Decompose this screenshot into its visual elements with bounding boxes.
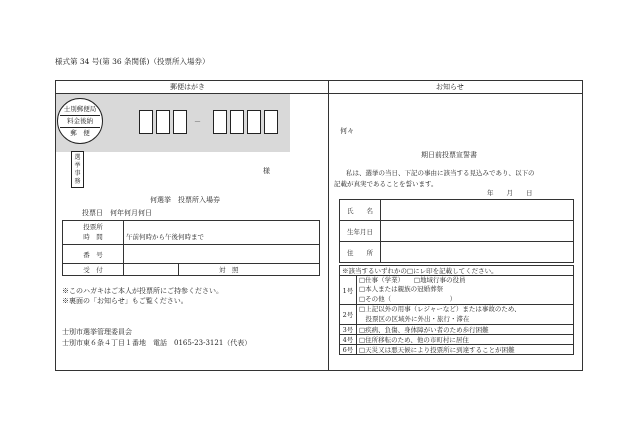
time-value: 午前何時から午後何時まで bbox=[126, 233, 204, 241]
reason-1-line-3[interactable]: □その他（ ） bbox=[359, 294, 457, 303]
birthdate-input[interactable] bbox=[381, 221, 574, 242]
note-2: ※裏面の「お知らせ」もご覧ください。 bbox=[62, 297, 188, 305]
vertical-char-2: 挙 bbox=[74, 162, 81, 169]
form-title: 様式第 34 号(第 36 条関係)（投票所入場券） bbox=[55, 57, 210, 66]
stamp-line-3: 郵 便 bbox=[70, 129, 90, 137]
reason-1-line-1[interactable]: □仕事（学業） □地域行事の役員 bbox=[359, 276, 466, 284]
reason-3-line-1[interactable]: □疾病、負傷、身体障がい者のため歩行困難 bbox=[359, 326, 489, 335]
declaration-fields bbox=[339, 199, 574, 263]
zip-box-6 bbox=[247, 110, 261, 134]
zip-box-3 bbox=[173, 110, 187, 134]
reasons-table bbox=[339, 265, 574, 355]
place-label-2: 時 間 bbox=[83, 232, 103, 241]
field-address: 住 所 bbox=[347, 248, 373, 257]
reason-6-no: 6号 bbox=[342, 346, 354, 355]
reason-1-line-2[interactable]: □本人または親族の冠婚葬祭 bbox=[359, 285, 444, 294]
reason-1-no: 1号 bbox=[342, 286, 354, 295]
sama-honorific: 様 bbox=[263, 167, 270, 175]
zip-box-2 bbox=[156, 110, 170, 134]
field-birthdate: 生年月日 bbox=[347, 227, 373, 236]
field-name: 氏 名 bbox=[347, 206, 373, 215]
issuer-name: 士別市選挙管理委員会 bbox=[62, 328, 132, 336]
issuer-address: 士別市東６条４丁目１番地 電話 0165-23-3121（代表） bbox=[62, 339, 252, 347]
zip-dash: － bbox=[194, 118, 201, 126]
reason-4-line-1[interactable]: □住所移転のため、他の市町村に居住 bbox=[359, 336, 469, 345]
reason-2-line-2: 投票区の区域外に外出・旅行・滞在 bbox=[359, 314, 470, 323]
reason-6-line-1[interactable]: □天災又は悪天候により投票所に到達することが困難 bbox=[359, 346, 515, 355]
vertical-char-4: 務 bbox=[74, 178, 81, 185]
stamp-line-1: 士別郵便局 bbox=[63, 105, 97, 113]
reason-2-no: 2号 bbox=[342, 311, 354, 320]
note-1: ※このハガキはご本人が投票所にご持参ください。 bbox=[62, 287, 223, 295]
ticket-title: 何選挙 投票所入場券 bbox=[150, 196, 220, 204]
declaration-text-2: 記載が真実であることを誓います。 bbox=[334, 180, 438, 188]
zip-box-1 bbox=[139, 110, 153, 134]
reason-3-no: 3号 bbox=[342, 326, 354, 335]
reason-4-no: 4号 bbox=[342, 336, 354, 345]
place-label-1: 投票所 bbox=[83, 223, 103, 232]
ticket-table bbox=[62, 220, 320, 276]
name-input[interactable] bbox=[381, 200, 574, 221]
address-input[interactable] bbox=[381, 242, 574, 263]
zip-box-7 bbox=[264, 110, 278, 134]
stamp-line-2: 料金後納 bbox=[67, 117, 93, 125]
declaration-text-1: 私は、選挙の当日、下記の事由に該当する見込みであり、以下の bbox=[346, 169, 535, 177]
number-label: 番 号 bbox=[83, 250, 103, 259]
election-office-box bbox=[71, 151, 84, 188]
nanigoto: 何々 bbox=[340, 127, 354, 135]
reason-2-line-1[interactable]: □上記以外の用事（レジャーなど）または事故のため、 bbox=[359, 305, 521, 314]
zip-box-4 bbox=[213, 110, 227, 134]
vertical-char-3: 事 bbox=[74, 170, 81, 177]
check-label: 対 照 bbox=[219, 266, 239, 274]
zip-box-5 bbox=[230, 110, 244, 134]
reception-label: 受 付 bbox=[83, 266, 103, 274]
postage-stamp-mark bbox=[57, 98, 103, 144]
notice-header: お知らせ bbox=[436, 83, 464, 91]
check-instruction: ※該当するいずれかの□にレ印を記載してください。 bbox=[342, 267, 498, 275]
vertical-char-1: 選 bbox=[74, 154, 81, 161]
declaration-date: 年 月 日 bbox=[487, 189, 533, 197]
declaration-title: 期日前投票宣誓書 bbox=[421, 151, 477, 159]
vote-date: 投票日 何年何月何日 bbox=[82, 209, 152, 217]
postcard-header: 郵便はがき bbox=[170, 83, 205, 91]
